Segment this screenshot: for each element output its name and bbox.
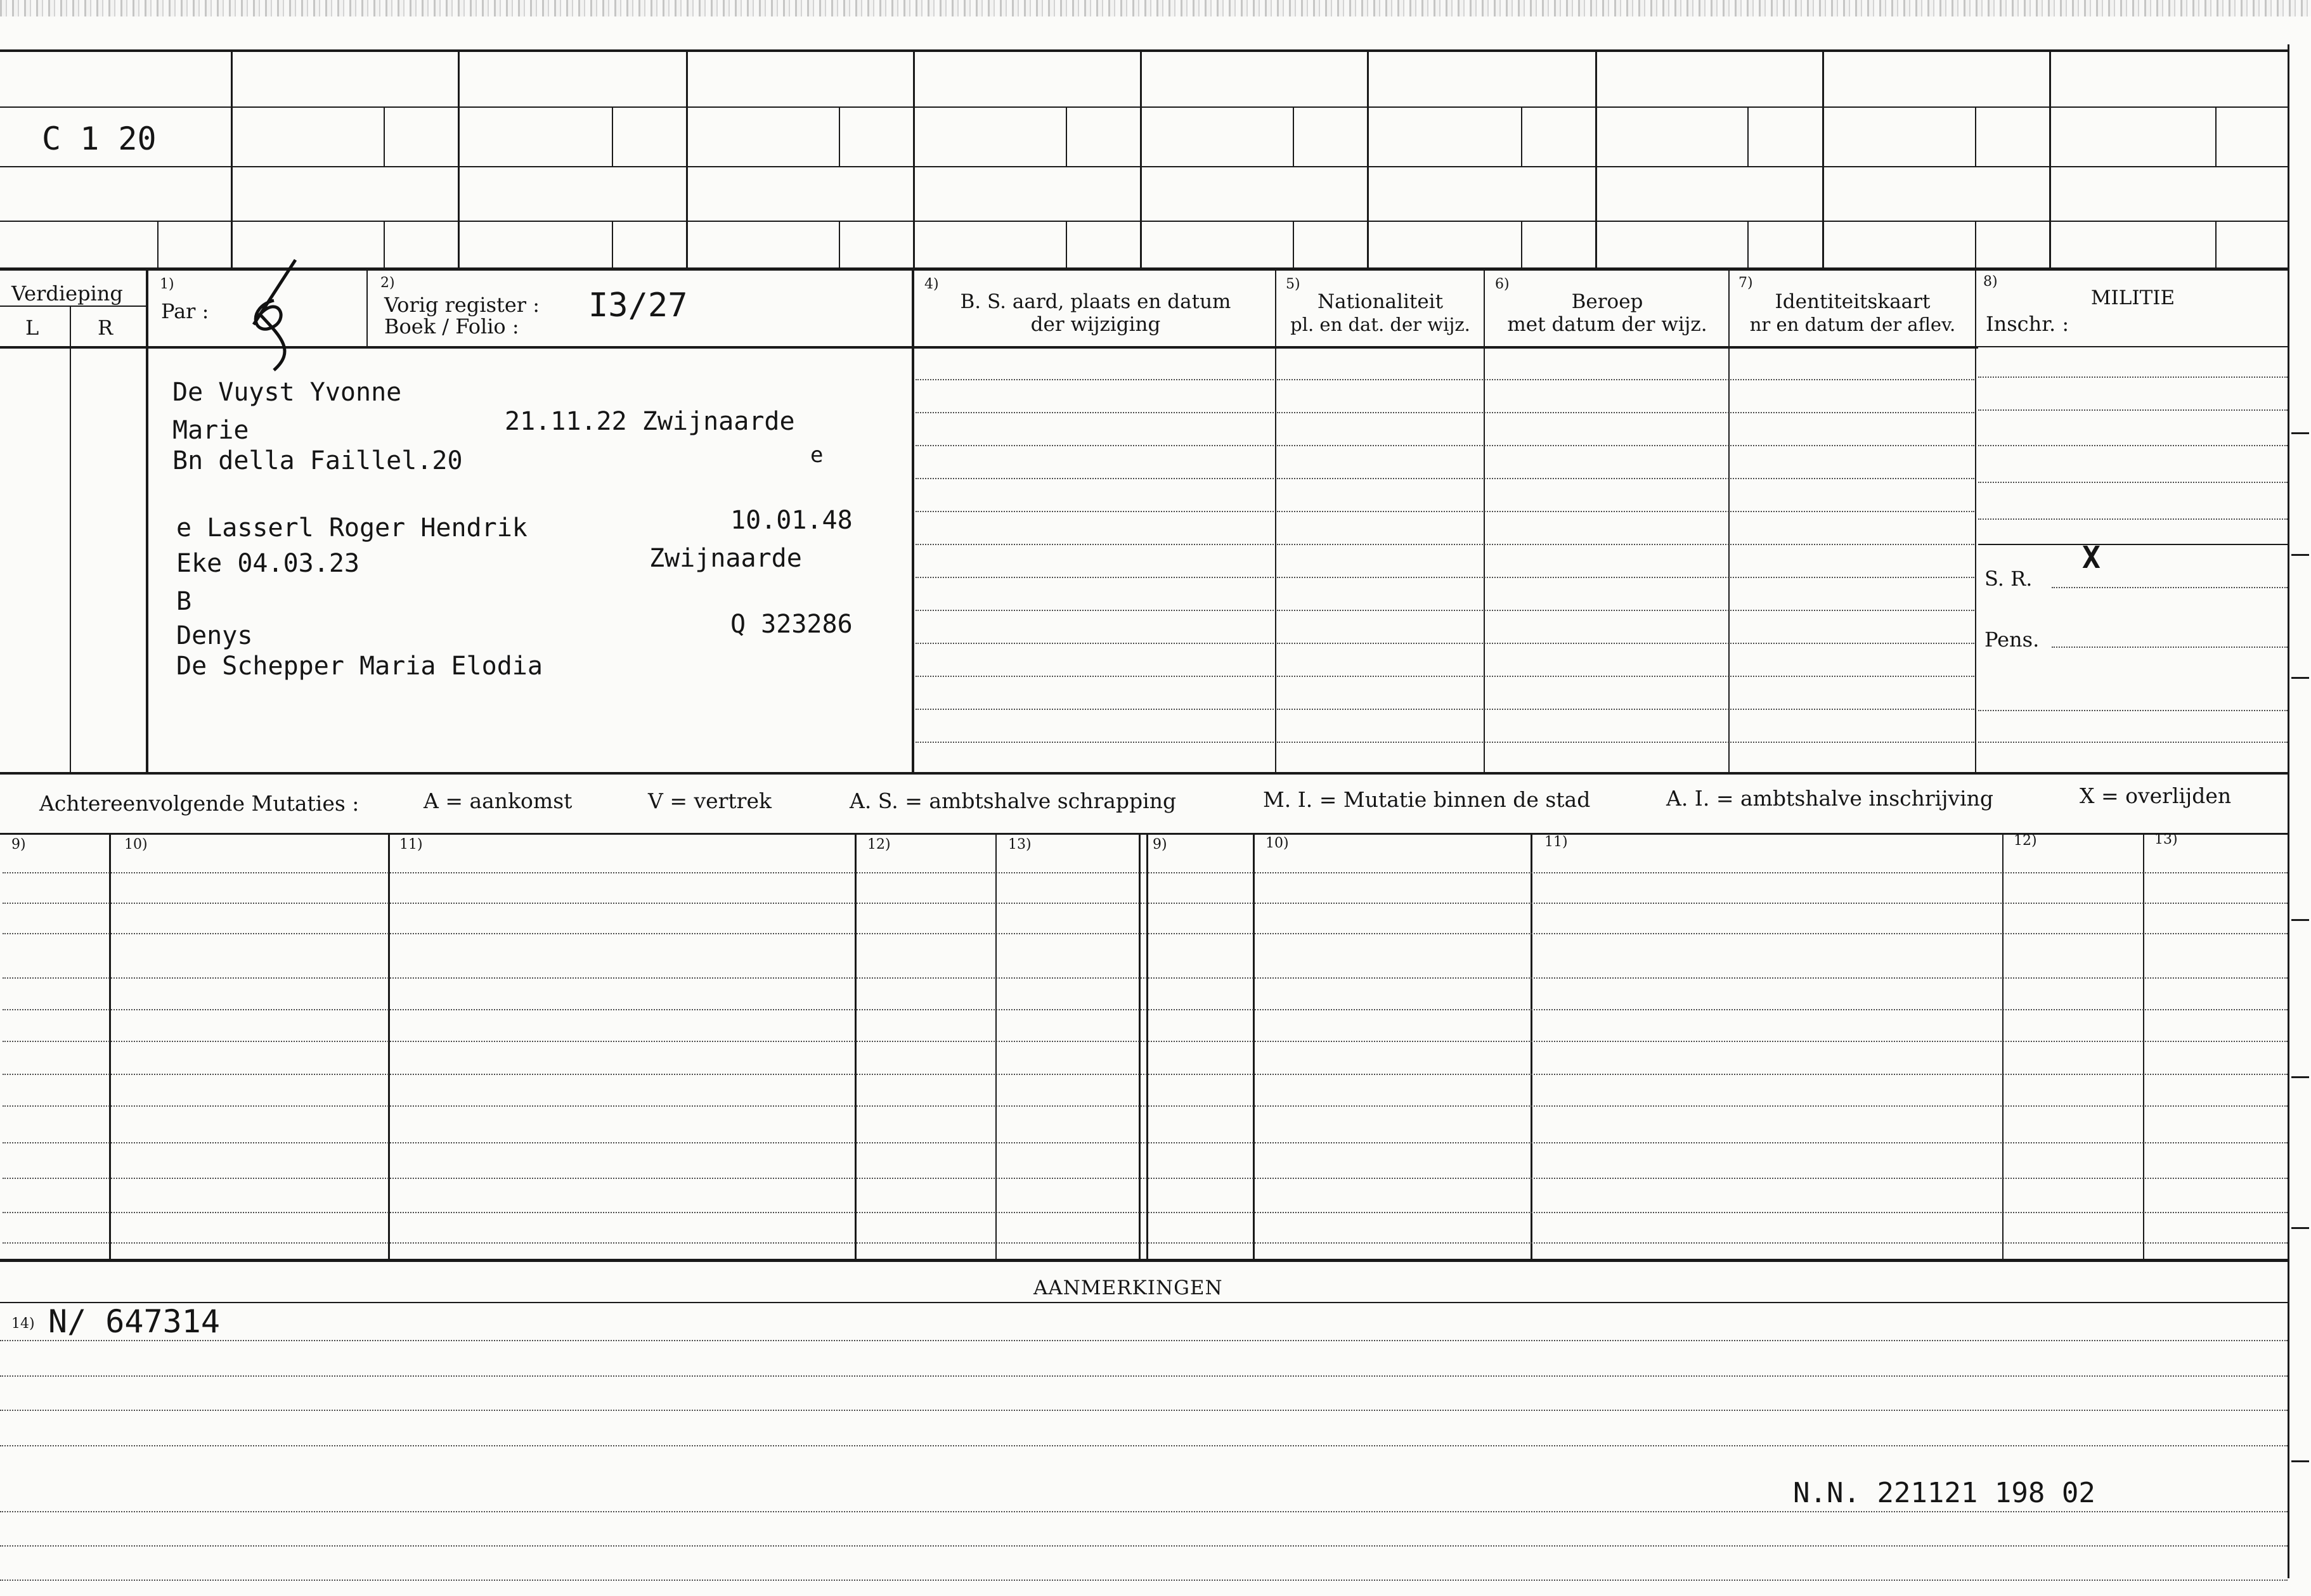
marriage-place: Zwijnaarde [649, 544, 802, 573]
sr-label: S. R. [1984, 567, 2033, 591]
verdieping-label: Verdieping [11, 281, 123, 306]
bs-label-1: B. S. aard, plaats en datum [960, 290, 1231, 313]
col-10-left: 10) [124, 837, 148, 853]
legend-mutatie-binnen: M. I. = Mutatie binnen de stad [1263, 787, 1591, 812]
sr-mark: X [2082, 540, 2101, 576]
militie-number: 8) [1983, 274, 1998, 290]
nat-label-1: Nationaliteit [1317, 290, 1444, 313]
inschr-label: Inschr. : [1986, 312, 2069, 336]
nat-label-2: pl. en dat. der wijz. [1290, 314, 1470, 335]
spouse-name: e Lasserl Roger Hendrik [176, 513, 528, 543]
id-label-2: nr en datum der aflev. [1749, 314, 1956, 335]
col-11-right: 11) [1544, 834, 1568, 850]
scan-edge-noise [0, 0, 2311, 16]
legend-ambtshalve-schrapping: A. S. = ambtshalve schrapping [850, 788, 1177, 813]
address: Bn della Faillel.20 [172, 446, 463, 475]
col-12-left: 12) [867, 837, 891, 853]
mutaties-label: Achtereenvolgende Mutaties : [39, 791, 359, 816]
aanmerkingen-number: 14) [11, 1316, 35, 1332]
person-given-name: Marie [172, 416, 249, 445]
par-handwritten-mark [235, 256, 304, 373]
legend-overlijden: X = overlijden [2080, 783, 2232, 808]
father-name: Denys [176, 621, 253, 650]
beroep-number: 6) [1495, 276, 1510, 292]
col-13-left: 13) [1008, 837, 1032, 853]
vorig-register-value: I3/27 [588, 286, 688, 325]
nn-number: N.N. 221121 198 02 [1793, 1477, 2095, 1509]
beroep-label-2: met datum der wijz. [1507, 313, 1707, 336]
r-label: R [98, 316, 113, 340]
birth-date-place: 21.11.22 Zwijnaarde [505, 407, 795, 436]
militie-label: MILITIE [2090, 286, 2175, 309]
boek-folio-label: Boek / Folio : [384, 314, 519, 338]
beroep-label-1: Beroep [1571, 290, 1643, 313]
id-card-number: Q 323286 [730, 610, 853, 639]
legend-ambtshalve-inschrijving: A. I. = ambtshalve inschrijving [1666, 786, 1994, 811]
bs-label-2: der wijziging [1030, 313, 1161, 336]
col-10-right: 10) [1266, 835, 1289, 851]
card-code: C 1 20 [42, 120, 157, 157]
par-number: 1) [160, 276, 174, 292]
id-label-1: Identiteitskaart [1775, 290, 1931, 313]
person-name-line: De Vuyst Yvonne [172, 378, 402, 407]
aanmerkingen-title: AANMERKINGEN [1033, 1277, 1223, 1299]
id-number: 7) [1738, 275, 1753, 291]
mother-name: De Schepper Maria Elodia [176, 652, 543, 681]
bs-number: 4) [924, 276, 939, 292]
aanmerkingen-value: N/ 647314 [48, 1303, 220, 1340]
vorig-register-label: Vorig register : [384, 293, 540, 317]
nat-number: 5) [1286, 276, 1300, 292]
b-mark: B [176, 587, 192, 616]
l-label: L [25, 316, 39, 340]
legend-aankomst: A = aankomst [424, 788, 573, 813]
pens-label: Pens. [1984, 627, 2040, 652]
par-label: Par : [161, 299, 209, 323]
mutaties-top-rule [0, 772, 2289, 775]
col-9-left: 9) [11, 837, 26, 853]
col-9-right: 9) [1153, 837, 1167, 853]
marriage-date: 10.01.48 [730, 506, 853, 535]
aanmerkingen-rule [0, 1302, 2289, 1303]
e-mark: e [810, 442, 824, 468]
col-11-left: 11) [399, 837, 423, 853]
col-13-right: 13) [2154, 832, 2178, 847]
vorig-number: 2) [380, 275, 395, 291]
legend-vertrek: V = vertrek [648, 788, 772, 813]
spouse-birth: Eke 04.03.23 [176, 549, 359, 578]
col-12-right: 12) [2014, 833, 2037, 849]
